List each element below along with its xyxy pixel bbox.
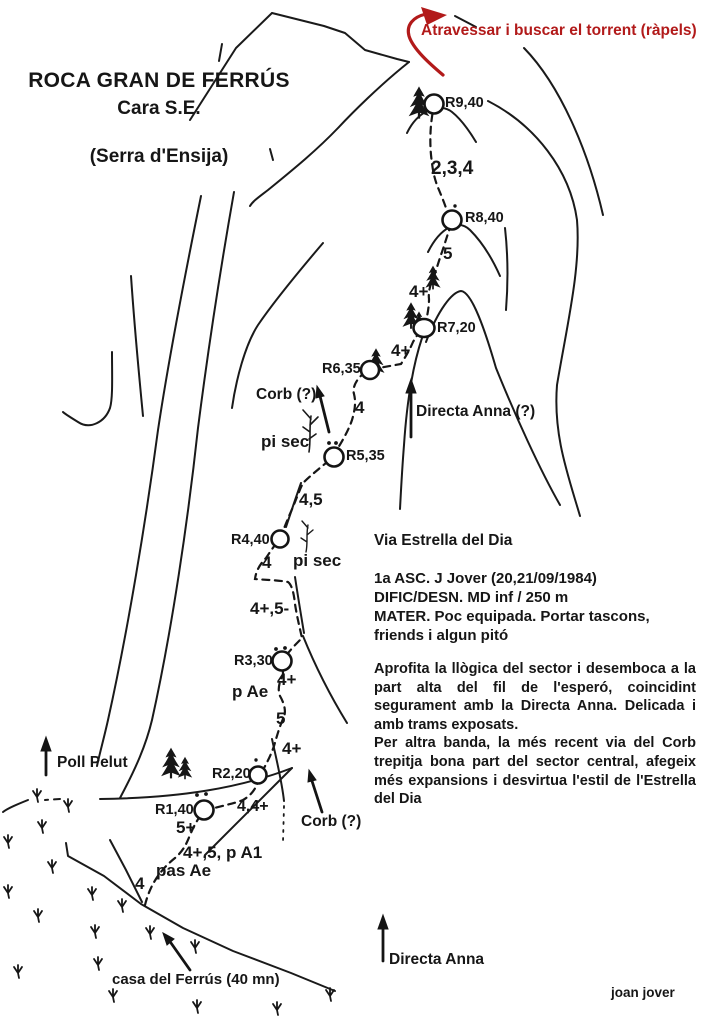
direction-label-casa-ferrus: casa del Ferrús (40 mn) — [112, 971, 280, 988]
direction-label-corb-upper: Corb (?) — [256, 386, 317, 403]
region-label: (Serra d'Ensija) — [89, 146, 229, 167]
belay-label-r6: R6,35 — [322, 361, 361, 377]
grade-label-4-r6: 4 — [355, 398, 365, 417]
grade-label-4plus-r7: 4+ — [391, 341, 411, 360]
direction-arrows — [41, 379, 416, 970]
belay-label-r7: R7,20 — [437, 320, 476, 336]
belay-circle-r5 — [325, 448, 344, 467]
grade-label-4plus-r2: 4+ — [282, 739, 302, 758]
belay-label-r8: R8,40 — [465, 210, 504, 226]
route-description-para1: Aprofita la llògica del sector i desemboca a la part alta del fil de l'esperó, coincidint segurament amb la Directa Anna. Delicada i amb trams exposats. — [374, 661, 696, 733]
belay-circle-r4 — [272, 531, 289, 548]
route-difficulty: DIFIC/DESN. MD inf / 250 m — [374, 589, 569, 606]
grade-label-5plus: 5+ — [176, 818, 196, 837]
direction-label-directa-anna: Directa Anna — [389, 951, 485, 968]
belay-label-r2: R2,20 — [212, 766, 251, 782]
belay-label-r1: R1,40 — [155, 802, 194, 818]
grade-label-pas-ae: pas Ae — [156, 861, 212, 880]
directa-anna-arrow — [378, 915, 388, 961]
belay-label-r5: R5,35 — [346, 448, 385, 464]
direction-label-poll-pelut: Poll Pelut — [57, 754, 128, 771]
casa-ferrus-arrow — [163, 933, 190, 970]
belay-label-r3: R3,30 — [234, 653, 273, 669]
grade-label-4-r4: 4 — [262, 553, 272, 572]
poll-pelut-arrow — [41, 737, 51, 775]
grade-label-5-mid: 5 — [276, 709, 286, 728]
grade-label-4plus-r8: 4+ — [409, 282, 429, 301]
belay-circle-r2 — [250, 767, 267, 784]
route-first-ascent: 1a ASC. J Jover (20,21/09/1984) — [374, 570, 597, 587]
belay-label-r4: R4,40 — [231, 532, 270, 548]
author-credit: joan jover — [611, 985, 675, 1000]
belay-circle-r7 — [414, 319, 435, 337]
belay-circle-r8 — [443, 211, 462, 230]
feature-label-pi-sec-lower: pi sec — [293, 551, 342, 570]
grade-label-a1: 4+,5, p A1 — [183, 843, 263, 862]
corb-upper-arrow — [316, 386, 329, 432]
grade-label-p-ae: p Ae — [232, 682, 269, 701]
rappel-arrow — [408, 7, 447, 75]
route-material-2: friends i algun pitó — [374, 627, 509, 644]
page-subtitle: Cara S.E. — [117, 98, 201, 120]
route-description-para2: Per altra banda, la més recent via del Corb trepitja bona part del sector central, afegeix més expansions i desvirtua l'estil de l'Estrella del Dia — [374, 735, 696, 808]
grade-label-4-base: 4 — [135, 874, 145, 893]
grade-label-234: 2,3,4 — [431, 158, 474, 179]
direction-label-directa-anna-q: Directa Anna (?) — [416, 403, 536, 420]
title-block — [18, 70, 300, 119]
corb-lower-arrow — [308, 770, 322, 812]
belay-circle-r6 — [361, 361, 379, 379]
grade-label-44plus: 4,4+ — [237, 798, 269, 815]
grade-label-45: 4,5 — [299, 490, 323, 509]
feature-label-pi-sec-upper: pi sec — [261, 432, 310, 451]
route-name: Via Estrella del Dia — [374, 532, 513, 549]
rappel-note: Atravessar i buscar el torrent (ràpels) — [421, 22, 697, 39]
grade-label-4plus5minus: 4+,5- — [250, 599, 290, 618]
page-title: ROCA GRAN DE FERRÚS — [28, 69, 290, 92]
grade-label-4plus-r3: 4+ — [277, 670, 297, 689]
belay-circle-r3 — [273, 652, 292, 671]
belay-label-r9: R9,40 — [445, 95, 484, 111]
route-material-1: MATER. Poc equipada. Portar tascons, — [374, 608, 650, 625]
grade-label-5-top: 5 — [443, 244, 453, 263]
belay-circle-r9 — [425, 95, 444, 114]
direction-label-corb-lower: Corb (?) — [301, 813, 362, 830]
belay-circle-r1 — [195, 801, 214, 820]
route-description — [374, 660, 696, 809]
